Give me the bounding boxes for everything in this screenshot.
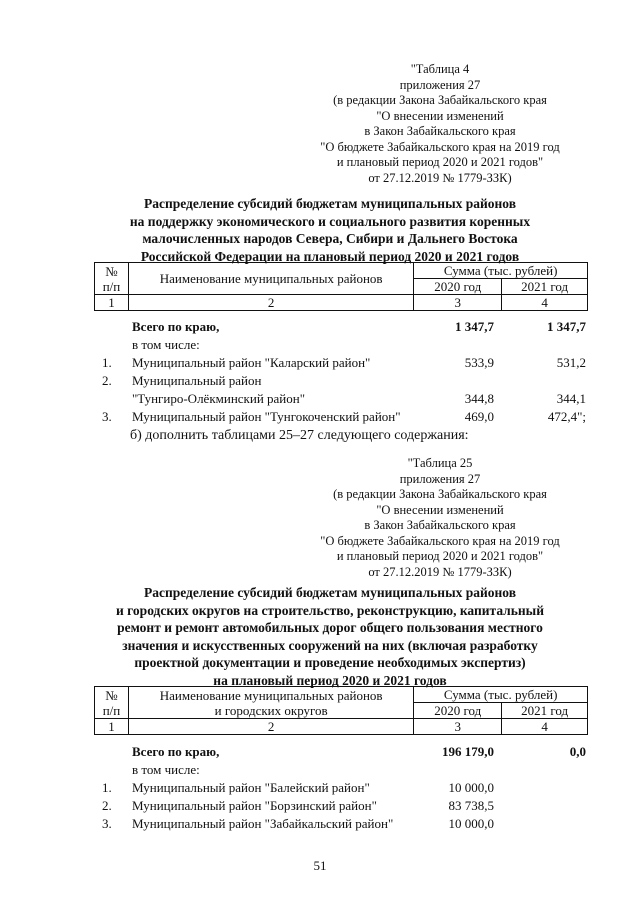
caption-line: "О бюджете Забайкальского края на 2019 год (320, 533, 560, 548)
table-4-body (94, 318, 604, 426)
caption-line: приложения 27 (399, 77, 481, 92)
col-number-header: № п/п (95, 687, 129, 719)
caption-line: "О внесении изменений (376, 108, 504, 123)
row-value-2021: 472,4"; (547, 409, 586, 424)
col-index-3: 3 (414, 295, 502, 311)
caption-line: "Таблица 25 (407, 456, 473, 470)
row-name: Всего по краю, (132, 744, 220, 759)
table-row (94, 318, 604, 336)
col-2020-header: 2020 год (414, 279, 502, 295)
col-2021-header: 2021 год (502, 703, 588, 719)
col-index-4: 4 (502, 295, 588, 311)
row-value-2021: 0,0 (569, 744, 586, 759)
row-value-2020: 196 179,0 (442, 744, 494, 759)
table-row (94, 743, 604, 761)
col-number-header: № п/п (95, 263, 129, 295)
col-sum-header: Сумма (тыс. рублей) (414, 687, 588, 703)
row-name: Муниципальный район "Каларский район" (132, 355, 371, 370)
row-number: 3. (102, 409, 112, 424)
caption-line: (в редакции Закона Забайкальского края (333, 93, 547, 107)
col-index-4: 4 (502, 719, 588, 735)
heading-line: малочисленных народов Севера, Сибири и Дальнего Востока (142, 231, 518, 246)
caption-line: "Таблица 4 (410, 62, 470, 76)
col-sum-header: Сумма (тыс. рублей) (414, 263, 588, 279)
table-4-header (94, 262, 588, 311)
row-number: 1. (102, 355, 112, 370)
row-value-2020: 533,9 (464, 355, 494, 370)
row-name: Муниципальный район "Тунгокоченский район" (132, 409, 401, 424)
col-index-1: 1 (95, 719, 129, 735)
row-name: "Тунгиро-Олёкминский район" (132, 391, 306, 406)
heading-line: Распределение субсидий бюджетам муниципальных районов (143, 585, 517, 600)
caption-line: приложения 27 (399, 471, 481, 486)
table-row (94, 354, 604, 372)
amendment-paragraph: б) дополнить таблицами 25–27 следующего содержания: (130, 428, 469, 443)
table-25-heading (60, 584, 600, 689)
heading-line: проектной документации и проведение необходимых экспертиз) (134, 655, 526, 670)
table-row (94, 390, 604, 408)
row-name: Муниципальный район "Забайкальский район" (132, 816, 394, 831)
row-number: 2. (102, 373, 112, 388)
table-row (94, 797, 604, 815)
caption-line: и плановый период 2020 и 2021 годов" (336, 155, 544, 169)
row-value-2021: 531,2 (556, 355, 586, 370)
caption-line: "О внесении изменений (376, 502, 504, 517)
row-value-2020: 1 347,7 (455, 319, 494, 334)
col-index-3: 3 (414, 719, 502, 735)
table-row (94, 372, 604, 390)
table-row (94, 336, 604, 354)
caption-line: от 27.12.2019 № 1779-ЗЗК) (368, 564, 512, 579)
row-name: в том числе: (132, 762, 200, 777)
caption-line: и плановый период 2020 и 2021 годов" (336, 549, 544, 563)
table-row (94, 815, 604, 833)
row-number: 3. (102, 816, 112, 831)
col-index-1: 1 (95, 295, 129, 311)
heading-line: на плановый период 2020 и 2021 годов (213, 672, 447, 688)
col-index-2: 2 (128, 295, 413, 311)
page-number: 51 (313, 858, 327, 873)
heading-line: и городских округов на строительство, реконструкцию, капитальный (115, 602, 544, 618)
col-name-header-line: Наименование муниципальных районов (159, 687, 383, 703)
table-4-heading (60, 195, 600, 265)
heading-line: Распределение субсидий бюджетам муниципальных районов (143, 196, 517, 211)
row-value-2020: 10 000,0 (448, 816, 494, 831)
row-value-2020: 469,0 (464, 409, 494, 424)
row-value-2020: 344,8 (464, 391, 494, 406)
table-25-header (94, 686, 588, 735)
row-number: 1. (102, 780, 112, 795)
table-row (94, 761, 604, 779)
row-value-2021: 344,1 (556, 391, 586, 406)
row-name: Муниципальный район "Борзинский район" (132, 798, 377, 813)
col-2021-header: 2021 год (502, 279, 588, 295)
col-2020-header: 2020 год (414, 703, 502, 719)
heading-line: на поддержку экономического и социального развития коренных (129, 213, 531, 229)
col-name-header-line: и городских округов (214, 702, 328, 718)
caption-line: от 27.12.2019 № 1779-ЗЗК) (368, 170, 512, 185)
row-name: Всего по краю, (132, 319, 220, 334)
row-value-2020: 83 738,5 (448, 798, 494, 813)
row-name: Муниципальный район "Балейский район" (132, 780, 370, 795)
heading-line: ремонт и ремонт автомобильных дорог общего пользования местного (117, 620, 543, 635)
table-row (94, 408, 604, 426)
heading-line: Российской Федерации на плановый период 2020 и 2021 годов (140, 248, 520, 264)
table-row (94, 779, 604, 797)
col-name-header: Наименование муниципальных районов (128, 263, 413, 295)
row-value-2021: 1 347,7 (547, 319, 586, 334)
caption-line: в Закон Забайкальского края (364, 124, 516, 138)
table-25-caption (290, 456, 590, 580)
caption-line: в Закон Забайкальского края (364, 518, 516, 532)
caption-line: (в редакции Закона Забайкальского края (333, 487, 547, 501)
col-name-header (128, 687, 413, 719)
row-value-2020: 10 000,0 (448, 780, 494, 795)
row-name: в том числе: (132, 337, 200, 352)
table-4-caption (290, 62, 590, 186)
caption-line: "О бюджете Забайкальского края на 2019 год (320, 139, 560, 154)
col-index-2: 2 (128, 719, 413, 735)
row-name: Муниципальный район (132, 373, 262, 388)
heading-line: значения и искусственных сооружений на них (включая разработку (122, 637, 538, 653)
row-number: 2. (102, 798, 112, 813)
table-25-body (94, 743, 604, 833)
